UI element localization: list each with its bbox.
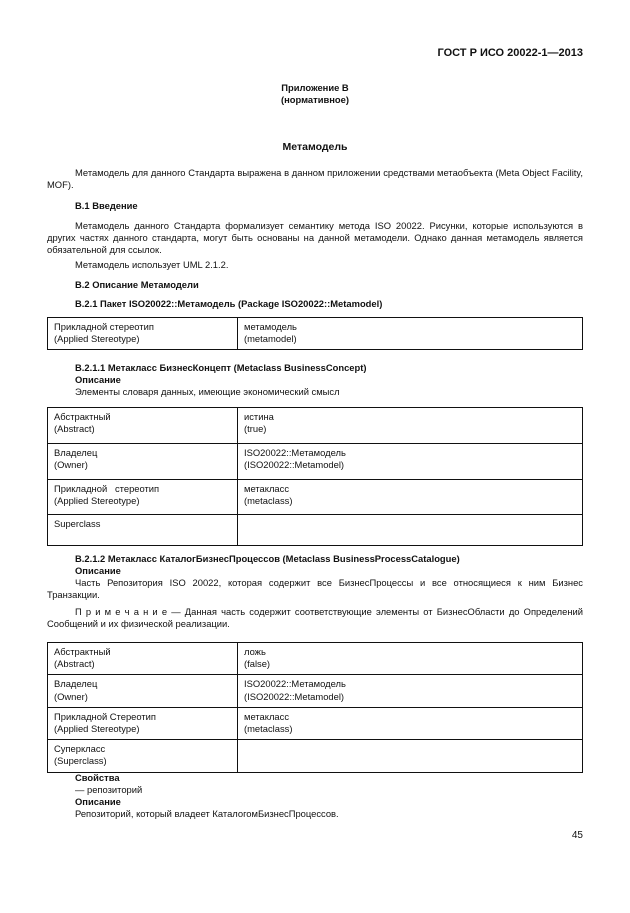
property-value-cell: метамодель (metamodel) (238, 318, 583, 350)
table-row (48, 480, 583, 515)
page-number: 45 (571, 830, 583, 841)
properties-item: — репозиторий (75, 784, 143, 795)
table-row (48, 318, 583, 350)
properties-label: Свойства (75, 772, 120, 783)
package-properties-table (47, 317, 583, 350)
business-concept-table (47, 407, 583, 546)
b2-heading: В.2 Описание Метамодели (75, 279, 199, 290)
annex-title: Приложение В (281, 82, 349, 93)
b1-paragraph-2: Метамодель использует UML 2.1.2. (75, 259, 229, 270)
property-name-cell: Superclass (48, 515, 238, 546)
table-row (48, 408, 583, 444)
property-name-cell: Суперкласс (Superclass) (48, 740, 238, 773)
table-row (48, 675, 583, 707)
property-value-cell (238, 740, 583, 773)
property-value-cell: ISO20022::Метамодель (ISO20022::Metamodel) (238, 675, 583, 707)
note-label: П р и м е ч а н и е (75, 606, 168, 617)
property-name-cell: Владелец (Owner) (48, 675, 238, 707)
table-row (48, 740, 583, 773)
property-name-cell: Абстрактный (Abstract) (48, 408, 238, 444)
document-id-header: ГОСТ Р ИСО 20022-1—2013 (437, 47, 583, 59)
property-value-cell: ложь (false) (238, 643, 583, 675)
table-row (48, 515, 583, 546)
property-name-cell: Абстрактный (Abstract) (48, 643, 238, 675)
property-value-cell: метакласс (metaclass) (238, 480, 583, 515)
b211-description-label: Описание (75, 374, 121, 385)
intro-paragraph: Метамодель для данного Стандарта выражена в данном приложении средствами метаобъекта (Meta Object Facility, MOF). (47, 167, 583, 191)
business-process-catalogue-table (47, 642, 583, 773)
property-name-cell: Прикладной Стереотип (Applied Stereotype) (48, 707, 238, 739)
property-value-cell: метакласс (metaclass) (238, 707, 583, 739)
table-row (48, 707, 583, 739)
property-value-cell: истина (true) (238, 408, 583, 444)
note-text: — Данная часть содержит соответствующие элементы от БизнесОбласти до Определений Сообщений и их физической реализации. (47, 606, 583, 630)
section-title: Метамодель (282, 141, 348, 153)
b1-heading: В.1 Введение (75, 200, 138, 211)
b212-description: Часть Репозитория ISO 20022, которая содержит все БизнесПроцессы и все относящиеся к ним Бизнес Транзакции. (47, 577, 583, 601)
description-label-2: Описание (75, 796, 121, 807)
table-row (48, 444, 583, 480)
property-name-cell: Прикладной стереотип (Applied Stereotype) (48, 318, 238, 350)
b211-heading: В.2.1.1 Метакласс БизнесКонцепт (Metaclass BusinessConcept) (75, 362, 367, 373)
b212-heading: В.2.1.2 Метакласс КаталогБизнесПроцессов (Metaclass BusinessProcessCatalogue) (75, 553, 460, 564)
property-name-cell: Прикладной стереотип (Applied Stereotype) (48, 480, 238, 515)
property-name-cell: Владелец (Owner) (48, 444, 238, 480)
b212-description-label: Описание (75, 565, 121, 576)
table-row (48, 643, 583, 675)
b1-paragraph-1: Метамодель данного Стандарта формализует семантику метода ISO 20022. Рисунки, которые используются в других частях данного стандарта, могут быть основаны на данной метамодели. Однако данная метамодель является обязательной для ссылок. (47, 220, 583, 256)
property-value-cell (238, 515, 583, 546)
b21-heading: В.2.1 Пакет ISO20022::Метамодель (Package ISO20022::Metamodel) (75, 298, 383, 309)
property-value-cell: ISO20022::Метамодель (ISO20022::Metamodel) (238, 444, 583, 480)
b212-note (47, 606, 583, 630)
annex-status: (нормативное) (281, 94, 349, 105)
description-text-2: Репозиторий, который владеет КаталогомБизнесПроцессов. (75, 808, 339, 819)
b211-description: Элементы словаря данных, имеющие экономический смысл (75, 386, 340, 397)
